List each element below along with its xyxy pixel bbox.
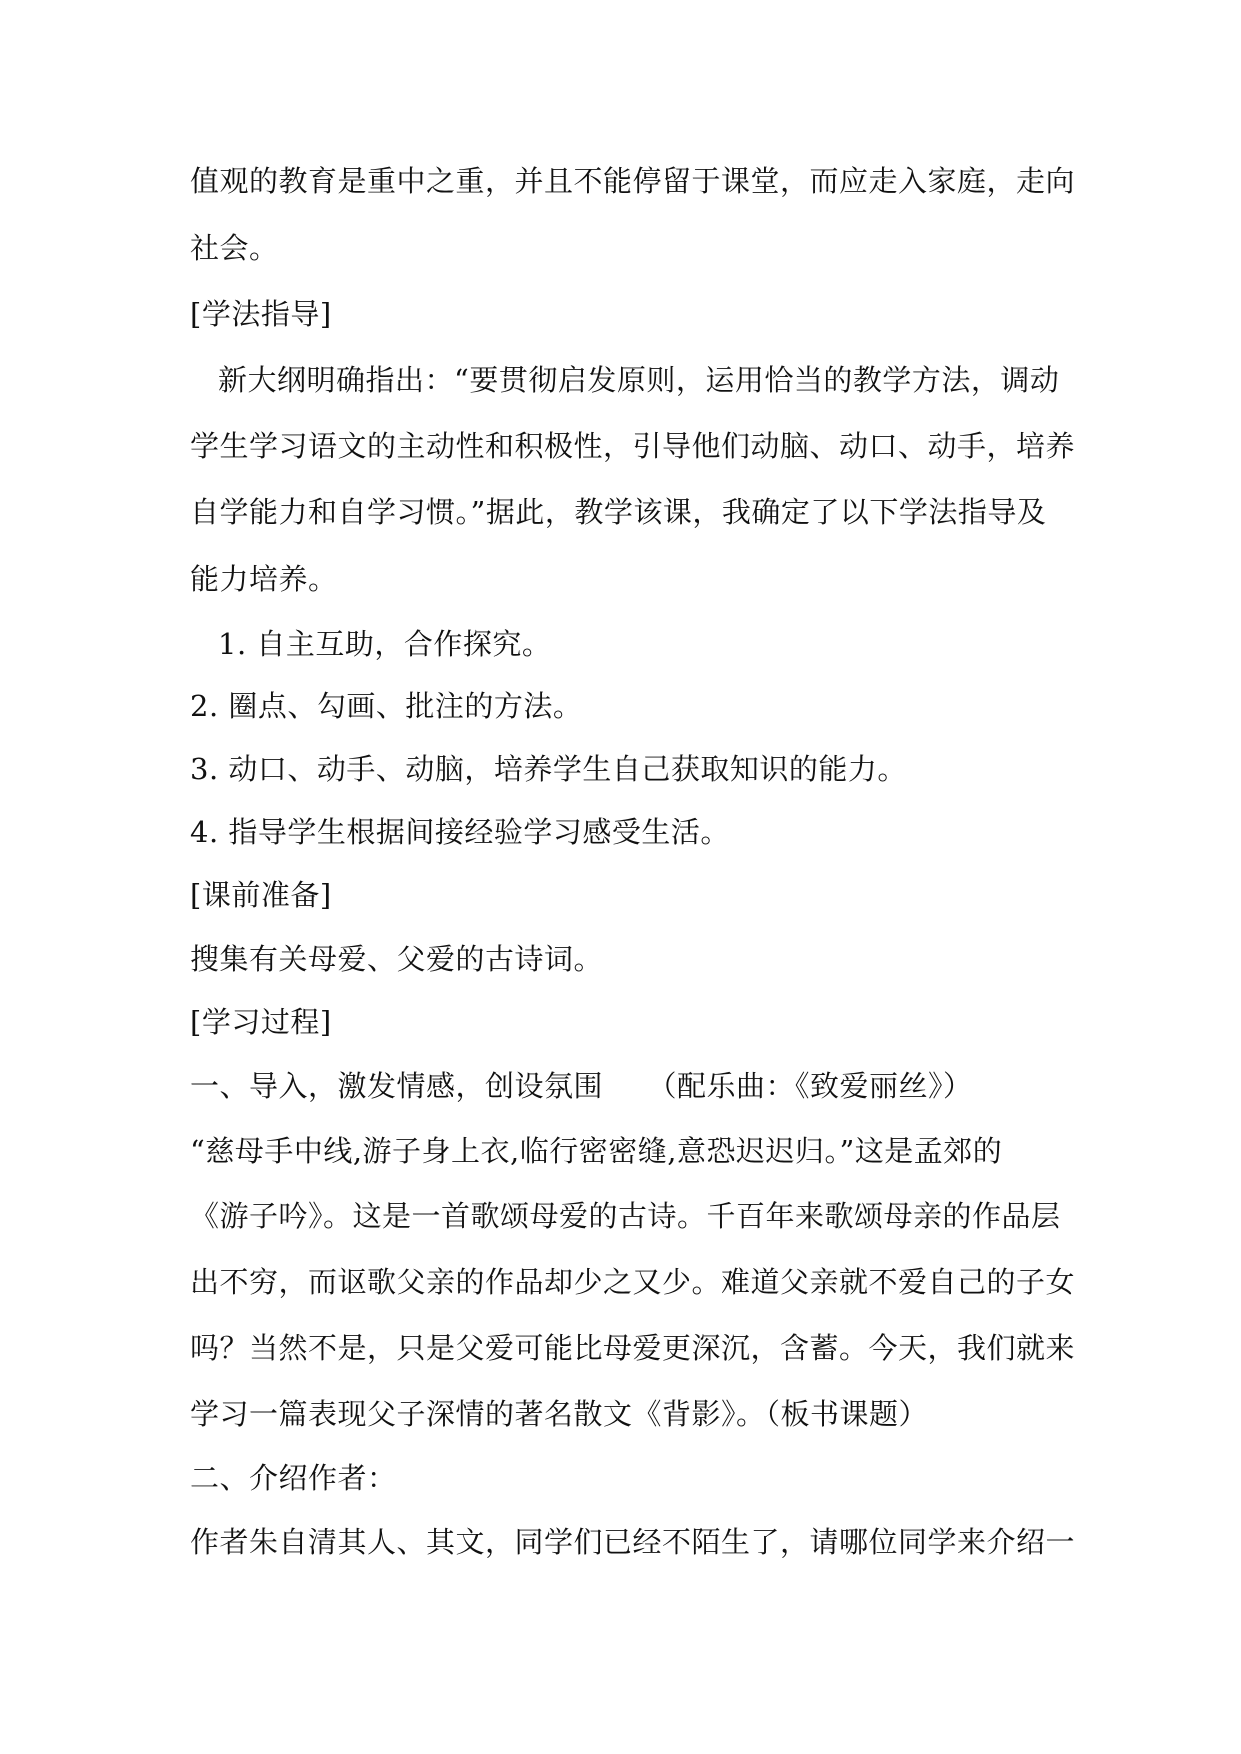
paragraph-line: 出不穷，而讴歌父亲的作品却少之又少。难道父亲就不爱自己的子女 <box>190 1265 1076 1299</box>
paragraph-line: 社会。 <box>190 231 279 265</box>
list-item: 3. 动口、动手、动脑，培养学生自己获取知识的能力。 <box>190 752 907 786</box>
section-heading: [课前准备] <box>190 878 332 912</box>
list-item: 2. 圈点、勾画、批注的方法。 <box>190 689 583 723</box>
section-heading: [学法指导] <box>190 297 332 331</box>
paragraph-line: 学生学习语文的主动性和积极性，引导他们动脑、动口、动手，培养 <box>190 429 1076 463</box>
paragraph-line: 自学能力和自学习惯。”据此，教学该课，我确定了以下学法指导及 <box>190 495 1047 529</box>
list-item: 1. 自主互助，合作探究。 <box>218 627 552 661</box>
paragraph-line: 吗？当然不是，只是父爱可能比母爱更深沉，含蓄。今天，我们就来 <box>190 1331 1076 1365</box>
paragraph-line: 《游子吟》。这是一首歌颂母爱的古诗。千百年来歌颂母亲的作品层 <box>190 1199 1061 1233</box>
paragraph-line: 值观的教育是重中之重，并且不能停留于课堂，而应走入家庭，走向 <box>190 164 1076 198</box>
section-heading: 一、导入，激发情感，创设氛围 （配乐曲：《致爱丽丝》） <box>190 1069 973 1103</box>
section-heading: [学习过程] <box>190 1005 332 1039</box>
paragraph-line: 新大纲明确指出：“要贯彻启发原则，运用恰当的教学方法，调动 <box>218 363 1060 397</box>
list-item: 4. 指导学生根据间接经验学习感受生活。 <box>190 815 730 849</box>
paragraph-line: “慈母手中线,游子身上衣,临行密密缝,意恐迟迟归。”这是孟郊的 <box>190 1134 1003 1168</box>
paragraph-line: 搜集有关母爱、父爱的古诗词。 <box>190 942 604 976</box>
paragraph-line: 能力培养。 <box>190 562 338 596</box>
section-heading: 二、介绍作者： <box>190 1461 397 1495</box>
paragraph-line: 学习一篇表现父子深情的著名散文《背影》。（板书课题） <box>190 1397 929 1431</box>
paragraph-line: 作者朱自清其人、其文，同学们已经不陌生了，请哪位同学来介绍一 <box>190 1525 1076 1559</box>
